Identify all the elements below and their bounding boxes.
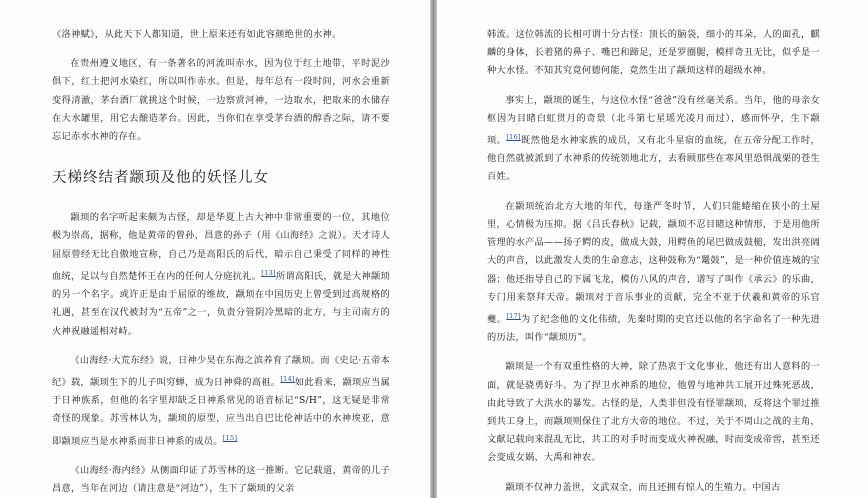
paragraph — [52, 352, 390, 451]
paragraph: 颛顼是一个有双重性格的大神，除了热衷于文化事业，他还有出人意料的一面，就是骁勇好斗。为了捍卫水神系的地位，他曾与地神共工展开过殊死恶战，由此导致了大洪水的暴发。古怪的是，人类非但没有怪罪颛顼，反将这个罪过推到共工身上，而颛顼则保住了北方大帝的地位。不过，关于不周山之战的主角，文献记载向来混乱无比，共工的对手时而变成火神祝融，时而变成帝喾，甚至还会变成女娲、大禹和神农。 — [487, 361, 820, 464]
paragraph-text: 如此看来，颛顼应当属于日神族系，但他的名字里却缺乏日神系常见的语音标记“S/H”，这无疑是非常奇怪的现象。苏雪林认为，颛顼的原型，应当出自巴比伦神话中的水神埃亚，意即颛顼应当是水神系而非日神系的成员。 — [52, 376, 391, 447]
paragraph: 《山海经·海内经》从侧面印证了苏雪林的这一推断。它记载道，黄帝的儿子昌意，当年在河边（请注意是“河边”），生下了颛顼的父亲 — [52, 464, 390, 495]
paragraph — [487, 92, 820, 187]
paragraph-text: 事实上，颛顼的诞生，与这位水怪“爸爸”没有丝毫关系。当年，他的母亲女枢因为目睹白虹贯月的奇景（北斗第七星瑶光凌月而过），感而怀孕，生下颛顼。 — [487, 94, 820, 147]
paragraph: 《洛神赋》，从此天下人都知道，世上原来还有如此容颜绝世的水神。 — [52, 29, 342, 40]
section-heading: 天梯终结者颛顼及他的妖怪儿女 — [52, 170, 269, 187]
footnote-link[interactable]: [15] — [222, 433, 238, 442]
paragraph: 韩流。这位韩流的长相可谓十分古怪：顶长的脑袋，细小的耳朵，人的面孔，麒麟的身体，长着猪的鼻子、嘴巴和蹄足，还是罗圈腿，模样奇丑无比，似乎是一种大水怪。不知其究竟何德何能，竟然生出了颛顼这样的超级水神。 — [487, 29, 820, 77]
paragraph: 在贵州遵义地区，有一条著名的河流叫赤水，因为位于红土地带，平时泥沙俱下，红土把河水染红，所以叫作赤水。但是，每年总有一段时间，河水会重新变得清澈，茅台酒厂就挑这个时候，一边察赏河神，一边取水，把取来的水储存在大水罐里，用它去酿造茅台。因此，当你们在享受茅台酒的醇香之际，请不要忘记赤水水神的存在。 — [52, 58, 390, 143]
footnote-link[interactable]: [13] — [261, 268, 276, 277]
paragraph-text: 在颛顼统治北方大地的年代，每逢严冬时节，人们只能蜷缩在狭小的土屋里，心情极为压抑。据《吕氏春秋》记载，颛顼不忍目睹这种情形，于是用他所管理的水产品——扬子鳄的皮，做成大鼓，用鳄鱼的尾巴做成鼓槌，发出洪亮阔大的声音，以此激发人类的生命意志，这种鼓称为“鼍鼓”，是一种价值连城的宝器；他还指导自己的下属飞龙，模仿八风的声音，谱写了叫作《承云》的乐曲，专门用来祭拜天帝。颛顼对于音乐事业的贡献，完全不亚于伏羲和黄帝的乐官夔。 — [487, 200, 820, 325]
left-page — [0, 0, 430, 498]
paragraph-text: 所谓高阳氏，就是大神颛顼的另一个名字。或许正是由于屈原的维故，颛顼在中国历史上曾受到过高规格的礼遇，甚至在汉代被封为“五帝”之一，负责分管阴冷黑暗的北方，与主司南方的火神祝融遥相对峙。 — [52, 270, 390, 337]
paragraph — [487, 198, 820, 348]
page-gutter — [430, 0, 437, 498]
paragraph: 颛顼不仅神力盖世，文武双全，而且还拥有惊人的生殖力。中国古 — [505, 481, 781, 493]
footnote-link[interactable]: [17] — [506, 311, 521, 320]
footnote-link[interactable]: [14] — [280, 374, 295, 383]
right-page — [437, 0, 868, 498]
paragraph-text: 为了纪念他的文化伟绩，先秦时期的史官还以他的名字命名了一种先进的历法，叫作“颛顼历”。 — [487, 313, 820, 344]
paragraph-text: 《山海经·大荒东经》说，日神少昊在东海之滨养育了颛顼。而《史记·五帝本纪》载，颛顼生下的儿子叫穷蝉，成为日神舜的高祖。 — [52, 354, 390, 388]
paragraph — [52, 209, 390, 340]
paragraph-text: 颛顼的名字听起来颇为古怪，却是华夏上古大神中非常重要的一位，其地位极为崇高，据称，他是黄帝的曾孙，昌意的孙子（用《山海经》之说）。天才诗人屈原曾经无比自傲地宣称，自己乃是高阳氏的后代，暗示自己秉受了同样的神性血统，足以与自然楚怀王在内的任何人分庭抗礼。 — [52, 212, 390, 282]
footnote-link[interactable]: [16] — [506, 133, 521, 142]
paragraph-text: 既然他是水神家族的成员，又有北斗星宿的血统，在五帝分配工作时，他自然就被派到了水神系的传统领地北方，去看顾那些在寒风里恐惧战栗的苍生百姓。 — [487, 135, 820, 183]
